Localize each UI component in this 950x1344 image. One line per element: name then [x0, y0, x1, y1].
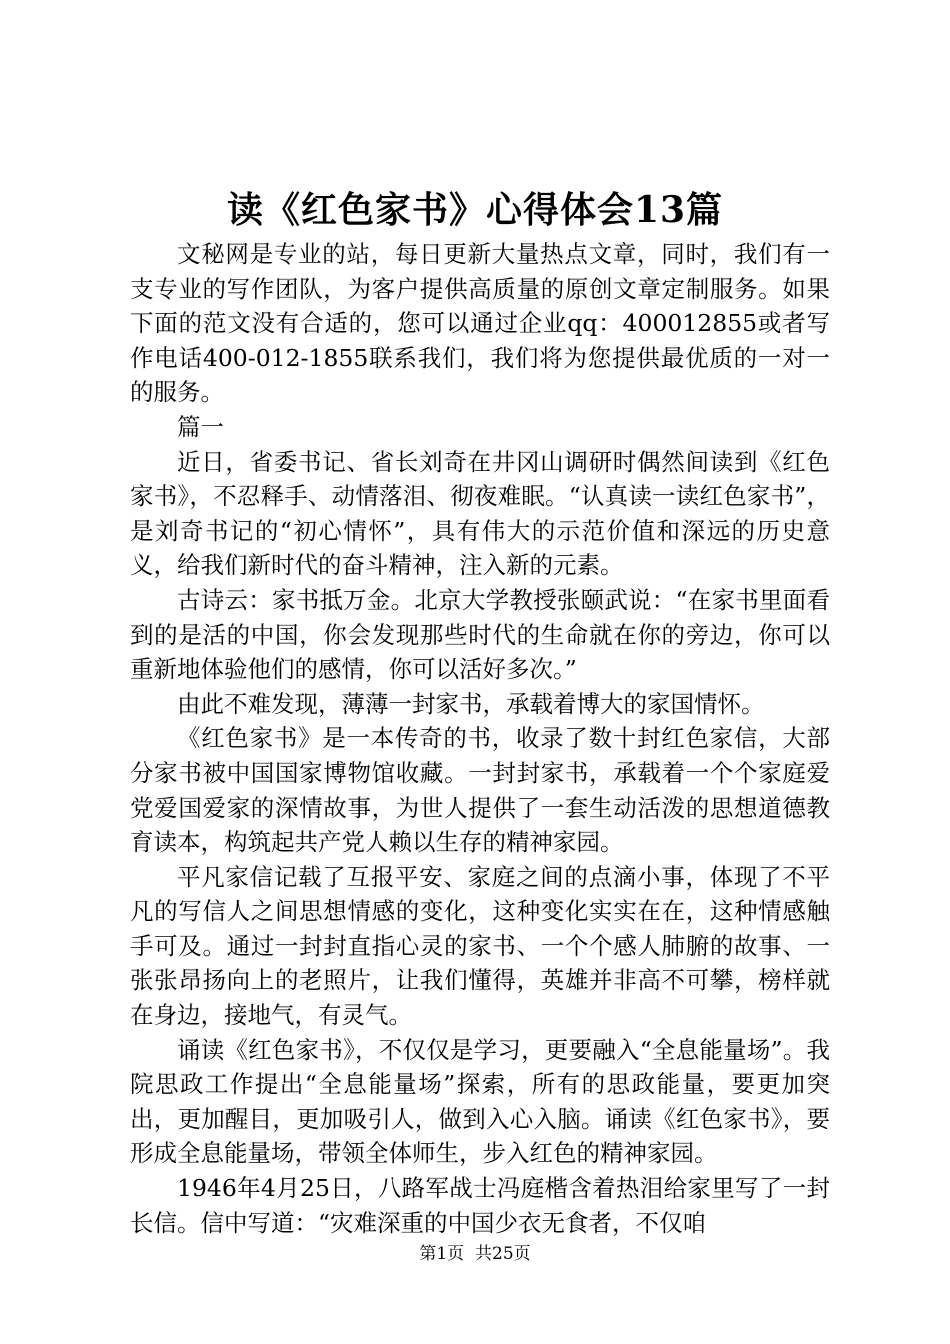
body-paragraph: 《红色家书》是一本传奇的书，收录了数十封红色家信，大部分家书被中国国家博物馆收藏。一封封家书，承载着一个个家庭爱党爱国爱家的深情故事，为世人提供了一套生动活泼的思想道德教育读本，构筑起共产党人赖以生存的精神家园。: [130, 724, 830, 857]
body-paragraph: 1946年4月25日，八路军战士冯庭楷含着热泪给家里写了一封长信。信中写道：“灾难深重的中国少衣无食者，不仅咱: [130, 1174, 830, 1237]
document-body: [130, 237, 830, 1240]
section-heading: 篇一: [177, 412, 224, 441]
document-title: 读《红色家书》心得体会13篇: [226, 189, 724, 231]
body-paragraph: 由此不难发现，薄薄一封家书，承载着博大的家国情怀。: [177, 689, 765, 718]
body-paragraph: 诵读《红色家书》，不仅仅是学习，更要融入“全息能量场”。我院思政工作提出“全息能量场”探索，所有的思政能量，要更加突出，更加醒目，更加吸引人，做到入心入脑。诵读《红色家书》，要形成全息能量场，带领全体师生，步入红色的精神家园。: [130, 1035, 830, 1168]
intro-paragraph: 文秘网是专业的站，每日更新大量热点文章，同时，我们有一支专业的写作团队，为客户提供高质量的原创文章定制服务。如果下面的范文没有合适的，您可以通过企业qq：400012855或者写作电话400-012-1855联系我们，我们将为您提供最优质的一对一的服务。: [130, 240, 830, 407]
page-footer: [0, 1242, 950, 1266]
page-total: 共25页: [475, 1244, 531, 1264]
body-paragraph: 古诗云：家书抵万金。北京大学教授张颐武说：“在家书里面看到的是活的中国，你会发现那些时代的生命就在你的旁边，你可以重新地体验他们的感情，你可以活好多次。”: [130, 585, 830, 684]
body-paragraph: 近日，省委书记、省长刘奇在井冈山调研时偶然间读到《红色家书》，不忍释手、动情落泪、彻夜难眠。“认真读一读红色家书”，是刘奇书记的“初心情怀”，具有伟大的示范价值和深远的历史意义，给我们新时代的奋斗精神，注入新的元素。: [130, 447, 830, 580]
page-number: 第1页: [419, 1244, 465, 1264]
body-paragraph: 平凡家信记载了互报平安、家庭之间的点滴小事，体现了不平凡的写信人之间思想情感的变化，这种变化实实在在，这种情感触手可及。通过一封封直指心灵的家书、一个个感人肺腑的故事、一张张昂扬向上的老照片，让我们懂得，英雄并非高不可攀，榜样就在身边，接地气，有灵气。: [130, 862, 830, 1030]
